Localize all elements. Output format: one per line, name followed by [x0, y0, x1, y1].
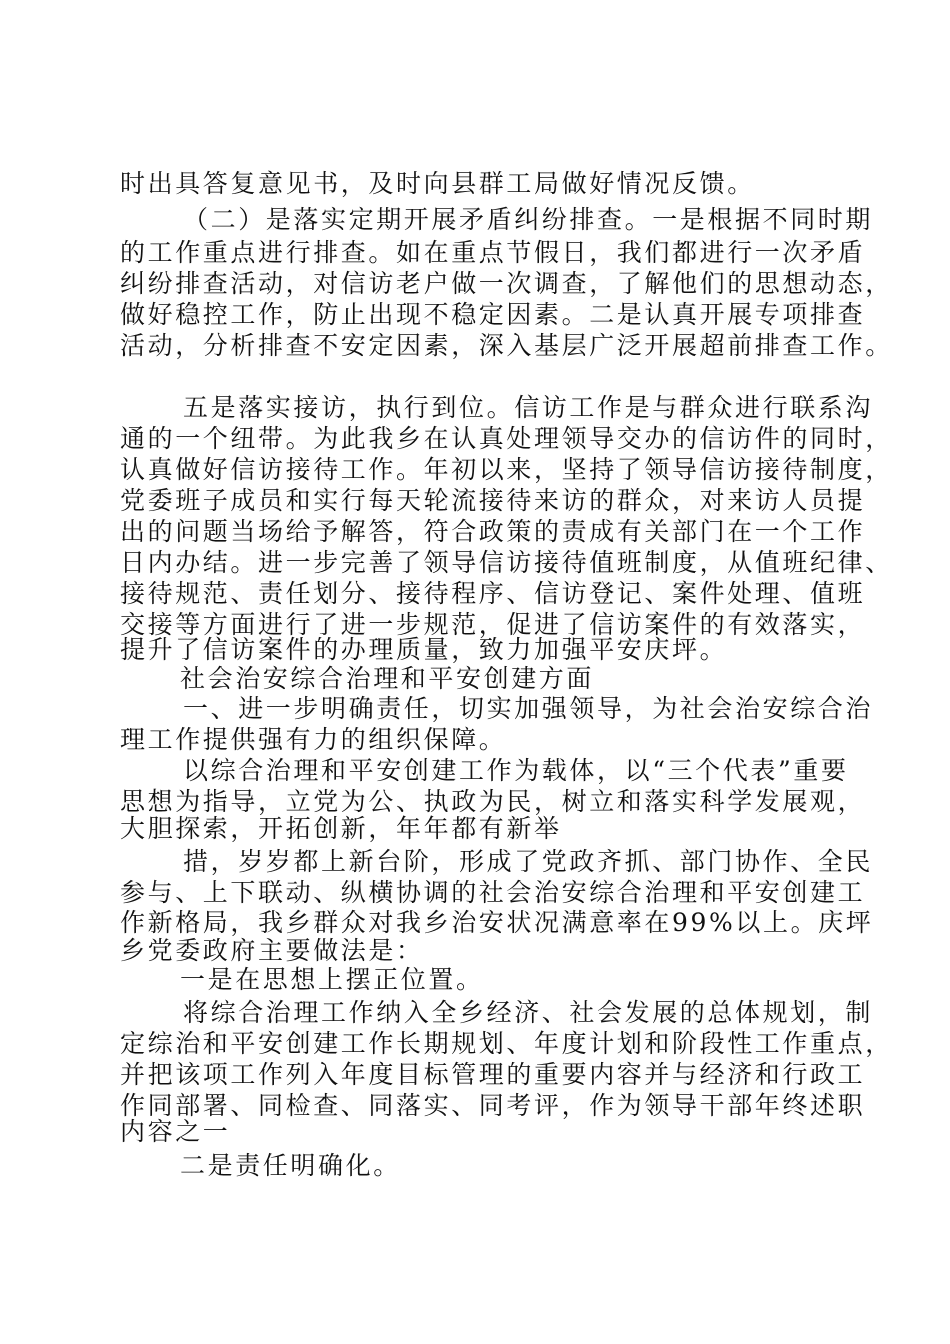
section-heading: 社会治安综合治理和平安创建方面	[180, 664, 595, 693]
text-line: 五是落实接访，执行到位。信访工作是与群众进行联系沟	[183, 393, 874, 422]
text-line: 接待规范、责任划分、接待程序、信访登记、案件处理、值班	[120, 579, 866, 608]
text-line: 认真做好信访接待工作。年初以来，坚持了领导信访接待制度，	[120, 455, 893, 484]
text-line: 理工作提供强有力的组织保障。	[120, 725, 507, 754]
text-line: 通的一个纽带。为此我乡在认真处理领导交办的信访件的同时，	[120, 424, 893, 453]
text-line: 以综合治理和平安创建工作为载体，以“三个代表”重要	[183, 756, 849, 785]
text-line: 党委班子成员和实行每天轮流接待来访的群众，对来访人员提	[120, 486, 866, 515]
text-line: 乡党委政府主要做法是：	[120, 936, 424, 965]
text-line: 二是责任明确化。	[180, 1151, 401, 1180]
text-line: 提升了信访案件的办理质量，致力加强平安庆坪。	[120, 635, 728, 664]
text-line: 的工作重点进行排查。如在重点节假日，我们都进行一次矛盾	[120, 238, 866, 267]
text-line: 纠纷排查活动，对信访老户做一次调查，了解他们的思想动态，	[120, 269, 893, 298]
text-line: 出的问题当场给予解答，符合政策的责成有关部门在一个工作	[120, 517, 866, 546]
text-line: 作同部署、同检查、同落实、同考评，作为领导干部年终述职	[120, 1091, 866, 1120]
text-line: 做好稳控工作，防止出现不稳定因素。二是认真开展专项排查	[120, 300, 866, 329]
text-line: 时出具答复意见书，及时向县群工局做好情况反馈。	[120, 169, 755, 198]
text-line: 作新格局，我乡群众对我乡治安状况满意率在99%以上。庆坪	[120, 908, 874, 937]
text-line: 措，岁岁都上新台阶，形成了党政齐抓、部门协作、全民	[183, 847, 874, 876]
text-line: （二）是落实定期开展矛盾纠纷排查。一是根据不同时期	[183, 205, 874, 234]
text-line: 并把该项工作列入年度目标管理的重要内容并与经济和行政工	[120, 1060, 866, 1089]
text-line: 将综合治理工作纳入全乡经济、社会发展的总体规划，制	[183, 998, 874, 1027]
text-line: 内容之一	[120, 1117, 231, 1146]
text-line: 交接等方面进行了进一步规范，促进了信访案件的有效落实，	[120, 610, 866, 639]
text-line: 活动，分析排查不安定因素，深入基层广泛开展超前排查工作。	[120, 331, 893, 360]
text-line: 大胆探索，开拓创新，年年都有新举	[120, 814, 562, 843]
text-line: 思想为指导，立党为公、执政为民，树立和落实科学发展观，	[120, 787, 866, 816]
text-line: 日内办结。进一步完善了领导信访接待值班制度，从值班纪律、	[120, 548, 893, 577]
text-line: 一、进一步明确责任，切实加强领导，为社会治安综合治	[183, 694, 874, 723]
text-line: 定综治和平安创建工作长期规划、年度计划和阶段性工作重点，	[120, 1029, 893, 1058]
text-line: 参与、上下联动、纵横协调的社会治安综合治理和平安创建工	[120, 878, 866, 907]
text-line: 一是在思想上摆正位置。	[180, 965, 484, 994]
